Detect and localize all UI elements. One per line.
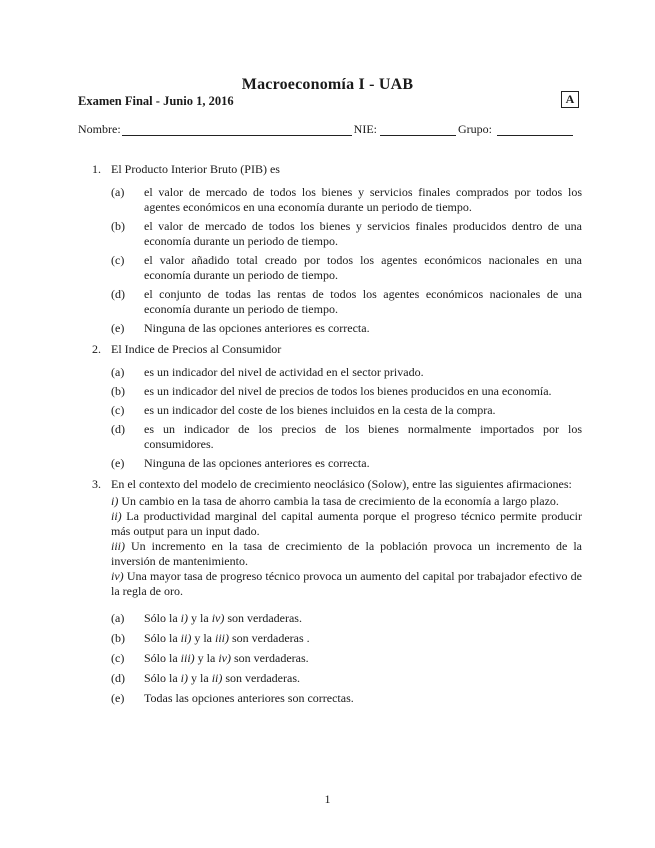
question-number: 1. [92,162,101,176]
option-label: (d) [111,422,125,436]
option-ref: i) [180,671,189,685]
option-label: (b) [111,631,125,645]
statement-text: Un incremento en la tasa de crecimiento de la población provoca un incremento de la inversión de mantenimiento. [111,539,583,568]
option-text: y la [194,651,219,665]
option-ref: iv) [211,611,225,625]
name-field[interactable] [122,124,352,136]
statement-iv [111,569,582,599]
option-ref: ii) [180,631,192,645]
statement-label: iv) [111,569,124,583]
option-list [111,185,582,336]
option-text: es un indicador del nivel de precios de todos los bienes producidos en una economía. [144,384,552,398]
question-2 [78,342,582,471]
option-text: Sólo la [144,611,181,625]
group-field[interactable] [497,124,573,136]
option-ref: iv) [218,651,231,665]
option-label: (d) [111,287,125,301]
option-a[interactable] [111,185,582,215]
option-list [111,611,582,706]
option-label: (a) [111,611,125,625]
option-ref: iii) [180,651,195,665]
option-e[interactable] [111,691,582,706]
option-label: (b) [111,219,125,233]
statement-ii [111,509,582,539]
option-text: es un indicador del nivel de actividad en el sector privado. [144,365,424,379]
option-b[interactable] [111,631,582,646]
option-label: (a) [111,365,125,379]
exam-version-box: A [561,91,579,108]
option-label: (d) [111,671,125,685]
option-label: (c) [111,403,125,417]
option-label: (e) [111,691,125,705]
option-text: Ninguna de las opciones anteriores es correcta. [144,321,370,335]
option-c[interactable] [111,403,582,418]
option-text: y la [191,631,216,645]
option-label: (e) [111,321,125,335]
option-a[interactable] [111,365,582,380]
nie-field[interactable] [380,124,456,136]
option-text: es un indicador de los precios de los bienes normalmente importados por los consumidores. [144,422,582,451]
option-label: (e) [111,456,125,470]
question-stem: El Indice de Precios al Consumidor [111,342,282,356]
statement-i [111,494,582,509]
option-c[interactable] [111,651,582,666]
option-ref: i) [180,611,189,625]
option-e[interactable] [111,321,582,336]
option-d[interactable] [111,422,582,452]
question-stem: El Producto Interior Bruto (PIB) es [111,162,280,176]
option-text: el valor de mercado de todos los bienes y servicios finales producidos dentro de una economía durante un periodo de tiempo. [144,219,582,248]
option-text: Sólo la [144,671,181,685]
option-ref: iii) [215,631,230,645]
option-text: Sólo la [144,631,181,645]
option-d[interactable] [111,287,582,317]
group-label: Grupo: [457,122,492,136]
option-d[interactable] [111,671,582,686]
option-label: (c) [111,651,125,665]
exam-title: Macroeconomía I - UAB [241,76,414,93]
option-text: son verdaderas. [231,651,309,665]
option-label: (a) [111,185,125,199]
option-a[interactable] [111,611,582,626]
question-1 [78,162,582,336]
nie-label: NIE: [353,122,377,136]
student-info-line [78,121,582,137]
option-label: (c) [111,253,125,267]
question-number: 3. [92,477,101,491]
option-text: el conjunto de todas las rentas de todos los agentes económicos nacionales de una economía durante un periodo de tiempo. [144,287,582,316]
page-number: 1 [324,792,331,806]
statement-text: Un cambio en la tasa de ahorro cambia la tasa de crecimiento de la economía a largo plazo. [121,494,559,508]
option-e[interactable] [111,456,582,471]
option-text: son verdaderas. [224,611,302,625]
option-text: es un indicador del coste de los bienes incluidos en la cesta de la compra. [144,403,496,417]
option-label: (b) [111,384,125,398]
question-stem: En el contexto del modelo de crecimiento neoclásico (Solow), entre las siguientes afirmaciones: [111,477,572,491]
question-number: 2. [92,342,101,356]
question-list [78,162,582,712]
statement-text: Una mayor tasa de progreso técnico provoca un aumento del capital por trabajador efectivo de la regla de oro. [111,569,583,598]
statement-label: ii) [111,509,122,523]
option-b[interactable] [111,219,582,249]
name-label: Nombre: [78,122,121,136]
option-text: son verdaderas . [229,631,310,645]
option-text: Ninguna de las opciones anteriores es correcta. [144,456,370,470]
option-text: y la [188,611,212,625]
option-text: Sólo la [144,651,181,665]
option-ref: ii) [211,671,223,685]
option-text: el valor añadido total creado por todos los agentes económicos nacionales en una economía durante un periodo de tiempo. [144,253,582,282]
question-3 [78,477,582,706]
option-list [111,365,582,471]
statement-iii [111,539,582,569]
option-text: son verdaderas. [222,671,300,685]
option-text: el valor de mercado de todos los bienes y servicios finales comprados por todos los agentes económicos en una economía durante un periodo de tiempo. [144,185,582,214]
exam-subtitle: Examen Final - Junio 1, 2016 [78,94,234,108]
option-text: Todas las opciones anteriores son correctas. [144,691,354,705]
statement-text: La productividad marginal del capital aumenta porque el progreso técnico permite producir más output para un input dado. [111,509,583,538]
option-text: y la [188,671,212,685]
option-b[interactable] [111,384,582,399]
statement-label: i) [111,494,119,508]
statement-label: iii) [111,539,125,553]
option-c[interactable] [111,253,582,283]
